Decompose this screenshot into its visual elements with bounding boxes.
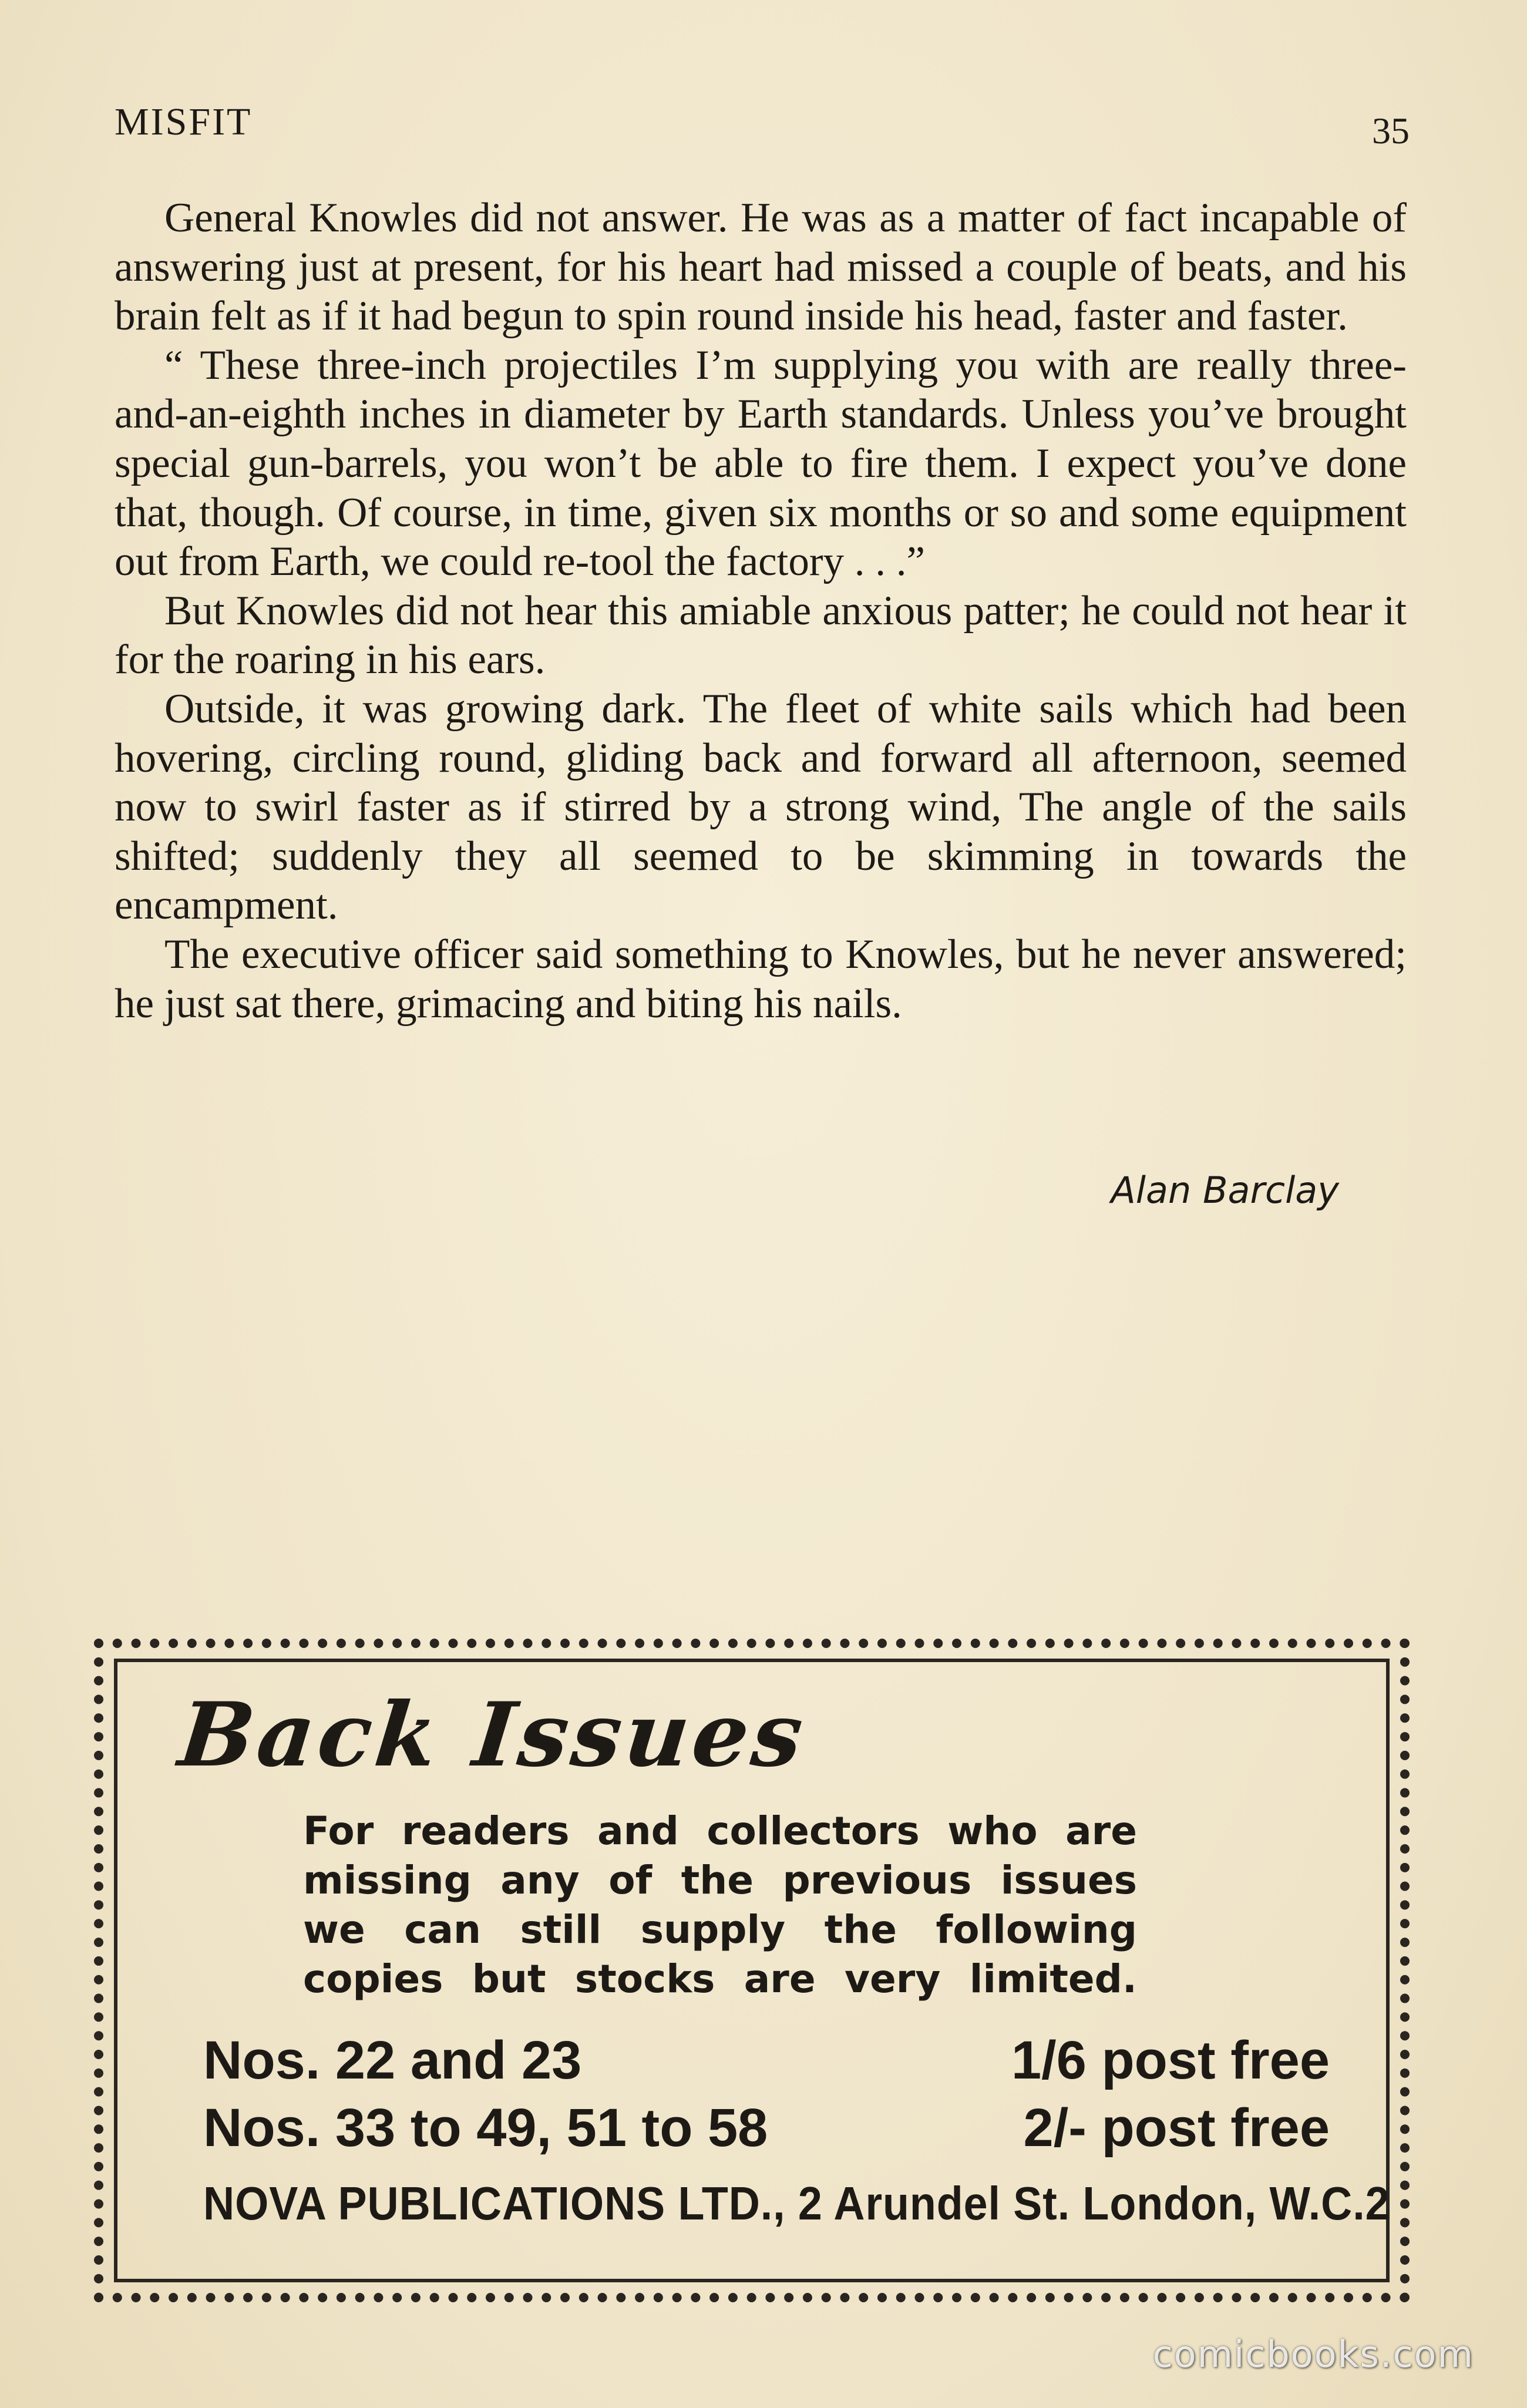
advert-line: we can still supply the following bbox=[303, 1907, 1137, 1952]
page-header bbox=[115, 100, 1410, 153]
offer-issues: Nos. 22 and 23 bbox=[203, 2030, 582, 2090]
publisher-address: NOVA PUBLICATIONS LTD., 2 Arundel St. London, W.C.2 bbox=[203, 2177, 1390, 2229]
offer-issues: Nos. 33 to 49, 51 to 58 bbox=[203, 2098, 768, 2158]
advert-description bbox=[303, 1807, 1137, 2004]
paragraph: Outside, it was growing dark. The fleet of white sails which had been hovering, circling round, gliding back and forward all afternoon, seemed now to swirl faster as if stirred by a strong wind, The angle of the sails shifted; suddenly they all seemed to be skimming in towards the encampment. bbox=[115, 685, 1407, 929]
paragraph: “ These three-inch projectiles I’m supplying you with are really three-and-an-eighth inches in diameter by Earth standards. Unless you’ve brought special gun-barrels, you won’t be able to fire them. I expect you’ve done that, though. Of course, in time, given six months or so and some equipment out from Earth, we could re-tool the factory . . .” bbox=[115, 342, 1407, 585]
running-title: MISFIT bbox=[115, 100, 253, 143]
advert-line: missing any of the previous issues bbox=[303, 1858, 1137, 1903]
author-byline: Alan Barclay bbox=[1111, 1169, 1339, 1212]
site-watermark: comicbooks.com bbox=[1152, 2333, 1474, 2376]
paragraph: But Knowles did not hear this amiable anxious patter; he could not hear it for the roaring in his ears. bbox=[115, 587, 1407, 683]
offer-price: 2/- post free bbox=[1023, 2098, 1330, 2158]
story-text bbox=[115, 194, 1407, 1028]
back-issues-advert bbox=[94, 1639, 1410, 2302]
advert-line: copies but stocks are very limited. bbox=[303, 1956, 1137, 2002]
paragraph: The executive officer said something to Knowles, but he never answered; he just sat there, grimacing and biting his nails. bbox=[115, 931, 1407, 1027]
advert-title: Back Issues bbox=[174, 1683, 811, 1787]
offer-price: 1/6 post free bbox=[1011, 2030, 1330, 2090]
paragraph: General Knowles did not answer. He was as a matter of fact incapable of answering just at present, for his heart had missed a couple of beats, and his brain felt as if it had begun to spin round inside his head, faster and faster. bbox=[115, 195, 1407, 339]
page-number: 35 bbox=[1372, 110, 1410, 152]
advert-line: For readers and collectors who are bbox=[303, 1808, 1137, 1854]
